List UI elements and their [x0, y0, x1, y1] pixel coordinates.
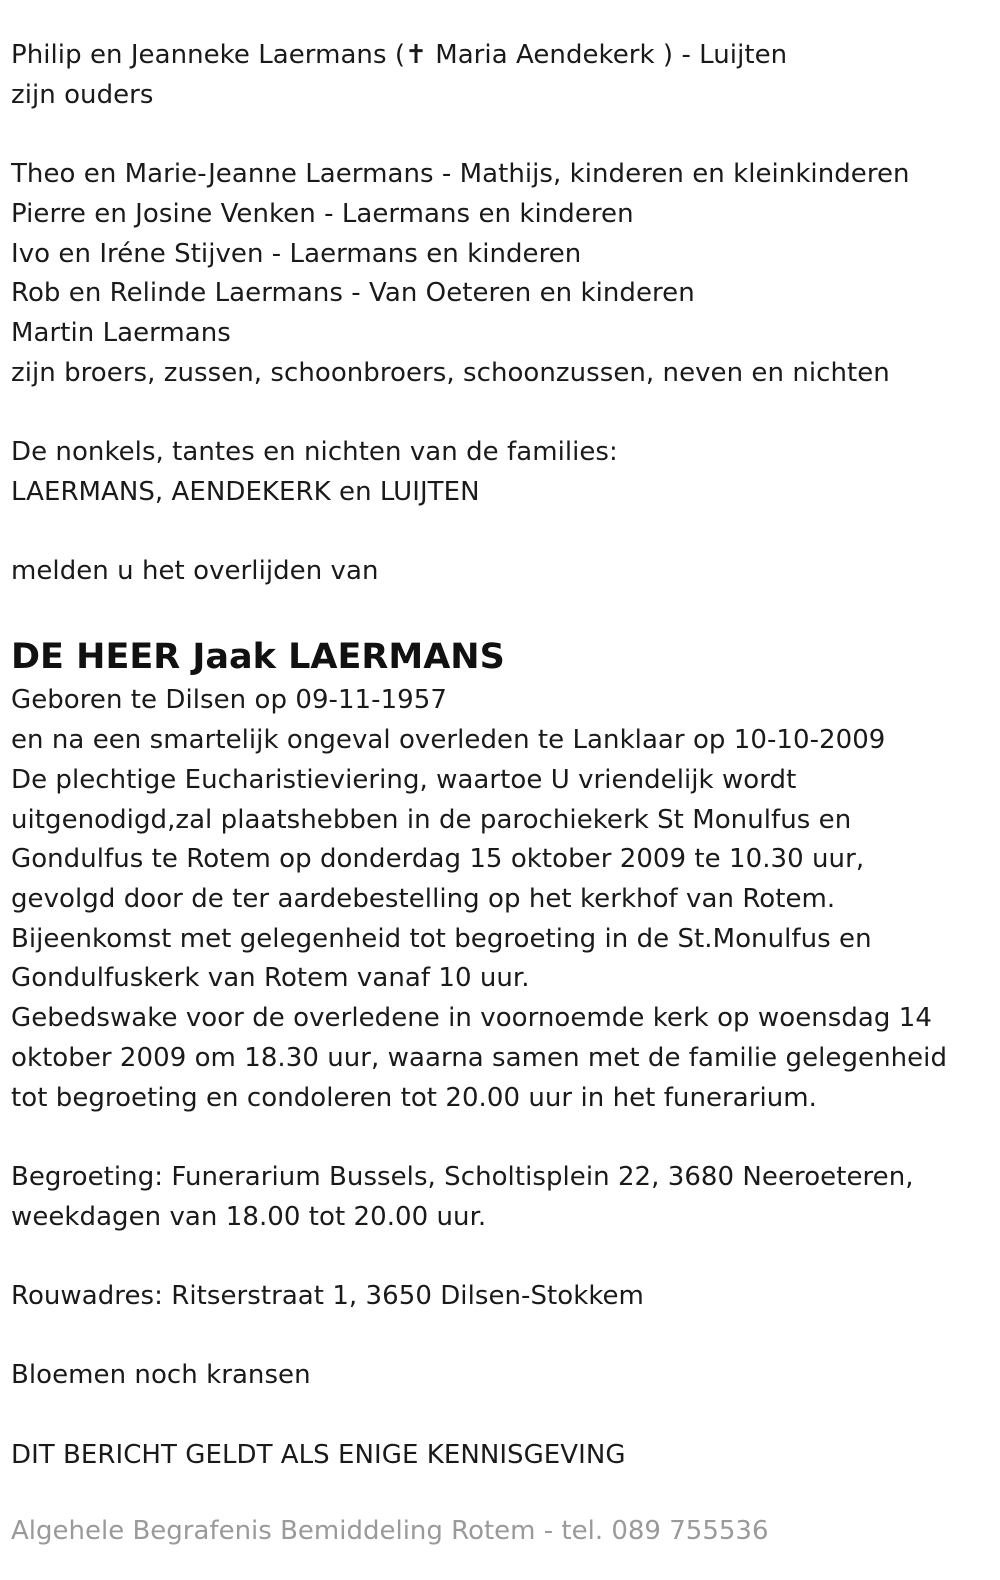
- obituary-notice: [11, 36, 991, 1475]
- families-names: LAERMANS, AENDEKERK en LUIJTEN: [11, 476, 480, 507]
- deceased-line: oktober 2009 om 18.30 uur, waarna samen met de familie gelegenheid: [11, 1042, 947, 1073]
- official-notice: DIT BERICHT GELDT ALS ENIGE KENNISGEVING: [11, 1439, 626, 1470]
- deceased-line: en na een smartelijk ongeval overleden te Lanklaar op 10-10-2009: [11, 725, 886, 756]
- announcement: melden u het overlijden van: [11, 556, 379, 587]
- families-intro: De nonkels, tantes en nichten van de families:: [11, 437, 618, 467]
- deceased-line: uitgenodigd,zal plaatshebben in de parochiekerk St Monulfus en: [11, 804, 852, 835]
- spacer: [11, 393, 991, 433]
- spacer: [11, 1317, 991, 1357]
- sibling-line: Ivo en Iréne Stijven - Laermans en kinderen: [11, 238, 582, 269]
- sibling-line: Martin Laermans: [11, 317, 231, 348]
- parents-line: Philip en Jeanneke Laermans (✝ Maria Aendekerk ) - Luijten: [11, 40, 788, 70]
- flowers-note: Bloemen noch kransen: [11, 1360, 311, 1391]
- deceased-line: De plechtige Eucharistieviering, waartoe U vriendelijk wordt: [11, 764, 797, 795]
- spacer: [11, 1118, 991, 1158]
- deceased-line: Gebedswake voor de overledene in voornoemde kerk op woensdag 14: [11, 1003, 932, 1034]
- mourning-address: Rouwadres: Ritserstraat 1, 3650 Dilsen-Stokkem: [11, 1281, 644, 1311]
- deceased-line: Bijeenkomst met gelegenheid tot begroeting in de St.Monulfus en: [11, 923, 872, 954]
- spacer: [11, 512, 991, 552]
- spacer: [11, 1396, 991, 1436]
- sibling-line: Rob en Relinde Laermans - Van Oeteren en kinderen: [11, 278, 695, 309]
- deceased-name: DE HEER Jaak LAERMANS: [11, 637, 505, 678]
- deceased-line: Geboren te Dilsen op 09-11-1957: [11, 685, 447, 716]
- spacer: [11, 1237, 991, 1277]
- sibling-line: Pierre en Josine Venken - Laermans en kinderen: [11, 198, 634, 229]
- funeral-home-footer: Algehele Begrafenis Bemiddeling Rotem - tel. 089 755536: [11, 1516, 769, 1546]
- visitation-line: Begroeting: Funerarium Bussels, Scholtisplein 22, 3680 Neeroeteren,: [11, 1161, 914, 1192]
- siblings-role: zijn broers, zussen, schoonbroers, schoonzussen, neven en nichten: [11, 357, 890, 388]
- sibling-line: Theo en Marie-Jeanne Laermans - Mathijs, kinderen en kleinkinderen: [11, 159, 910, 190]
- spacer: [11, 115, 991, 155]
- visitation-hours: weekdagen van 18.00 tot 20.00 uur.: [11, 1201, 487, 1232]
- parents-role: zijn ouders: [11, 79, 154, 110]
- deceased-line: gevolgd door de ter aardebestelling op het kerkhof van Rotem.: [11, 884, 836, 914]
- deceased-line: tot begroeting en condoleren tot 20.00 uur in het funerarium.: [11, 1082, 817, 1113]
- spacer: [11, 592, 991, 632]
- deceased-line: Gondulfuskerk van Rotem vanaf 10 uur.: [11, 963, 530, 994]
- deceased-line: Gondulfus te Rotem op donderdag 15 oktober 2009 te 10.30 uur,: [11, 844, 865, 875]
